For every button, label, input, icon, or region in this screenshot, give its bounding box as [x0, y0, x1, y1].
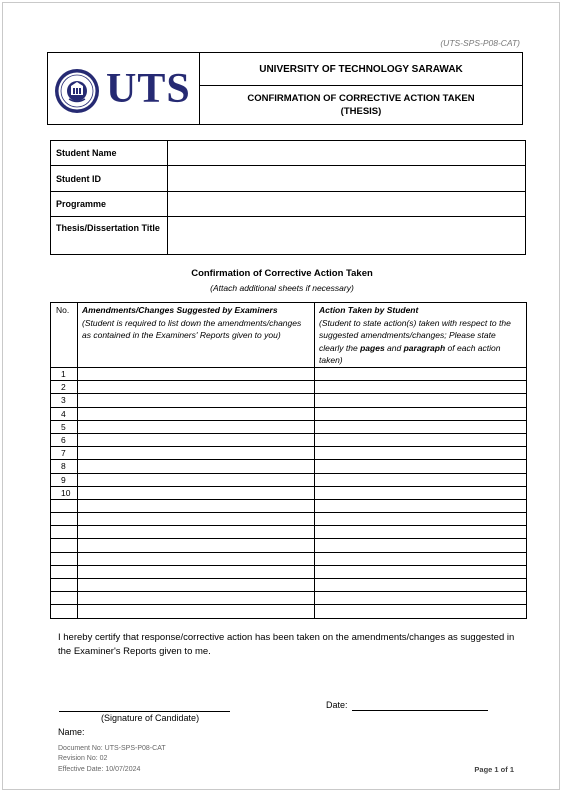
action-cell[interactable] [315, 539, 527, 552]
signature-label: (Signature of Candidate) [101, 713, 200, 723]
student-name-row [51, 141, 526, 166]
certification-statement: I hereby certify that response/corrective action has been taken on the amendments/changes as suggested in the Examiner's Reports given to me. [58, 632, 515, 657]
date-line[interactable] [352, 710, 488, 711]
table-row [51, 420, 527, 433]
programme-label: Programme [51, 192, 168, 217]
page-number: Page 1 of 1 [474, 765, 514, 774]
action-cell[interactable] [315, 473, 527, 486]
student-id-label: Student ID [51, 166, 168, 192]
action-cell[interactable] [315, 526, 527, 539]
row-number [51, 513, 78, 526]
table-row [51, 592, 527, 605]
amendment-cell[interactable] [78, 526, 315, 539]
programme-row [51, 192, 526, 217]
logo-cell [48, 53, 200, 124]
table-row [51, 526, 527, 539]
row-number [51, 592, 78, 605]
amendment-cell[interactable] [78, 473, 315, 486]
table-row [51, 381, 527, 394]
form-title-line-2: (THESIS) [340, 106, 382, 117]
action-cell[interactable] [315, 394, 527, 407]
table-row [51, 460, 527, 473]
action-note-part-3: of each action taken) [319, 342, 501, 365]
table-row [51, 447, 527, 460]
form-header [47, 52, 523, 125]
document-reference: (UTS-SPS-P08-CAT) [440, 38, 520, 48]
action-cell[interactable] [315, 460, 527, 473]
action-note-paragraph: paragraph [403, 342, 446, 353]
action-note-part-1: (Student to state action(s) taken with respect to the suggested amendments/changes; Please state clearly the [319, 317, 511, 353]
section-title: Confirmation of Corrective Action Taken [191, 268, 373, 279]
amendment-cell[interactable] [78, 381, 315, 394]
action-title: Action Taken by Student [319, 305, 419, 315]
university-seal-icon [54, 68, 100, 114]
table-header-row [51, 303, 527, 368]
col-amendments-header [78, 303, 315, 368]
row-number: 7 [51, 447, 78, 460]
action-cell[interactable] [315, 447, 527, 460]
action-note-part-2: and [384, 342, 404, 353]
row-number: 3 [51, 394, 78, 407]
row-number: 2 [51, 381, 78, 394]
thesis-title-field[interactable] [168, 217, 526, 255]
action-cell[interactable] [315, 552, 527, 565]
row-number: 10 [51, 486, 78, 499]
signature-line[interactable] [59, 711, 230, 712]
row-number: 4 [51, 407, 78, 420]
form-title [200, 86, 522, 124]
action-cell[interactable] [315, 579, 527, 592]
row-number [51, 565, 78, 578]
table-row [51, 433, 527, 446]
amendment-cell[interactable] [78, 552, 315, 565]
amendment-cell[interactable] [78, 565, 315, 578]
amendment-cell[interactable] [78, 513, 315, 526]
table-row [51, 605, 527, 618]
row-number [51, 499, 78, 512]
amendment-cell[interactable] [78, 420, 315, 433]
amendment-cell[interactable] [78, 486, 315, 499]
action-note-pages: pages [360, 342, 385, 353]
action-cell[interactable] [315, 499, 527, 512]
amendments-title: Amendments/Changes Suggested by Examiners [82, 305, 278, 315]
table-row [51, 486, 527, 499]
table-row [51, 368, 527, 381]
action-cell[interactable] [315, 433, 527, 446]
amendment-cell[interactable] [78, 592, 315, 605]
table-body [51, 368, 527, 619]
row-number: 8 [51, 460, 78, 473]
name-label: Name: [58, 727, 85, 737]
col-action-header [315, 303, 527, 368]
footer-effective-date: Effective Date: 10/07/2024 [58, 766, 141, 773]
amendment-cell[interactable] [78, 394, 315, 407]
amendment-cell[interactable] [78, 499, 315, 512]
row-number: 6 [51, 433, 78, 446]
thesis-title-row [51, 217, 526, 255]
action-cell[interactable] [315, 381, 527, 394]
row-number: 1 [51, 368, 78, 381]
corrective-action-table [50, 302, 527, 619]
university-name: UNIVERSITY OF TECHNOLOGY SARAWAK [200, 53, 522, 86]
table-row [51, 552, 527, 565]
student-info-table [50, 140, 526, 255]
table-row [51, 473, 527, 486]
date-label: Date: [326, 700, 348, 710]
row-number [51, 579, 78, 592]
amendment-cell[interactable] [78, 460, 315, 473]
amendment-cell[interactable] [78, 433, 315, 446]
footer-revision: Revision No: 02 [58, 755, 108, 762]
row-number [51, 526, 78, 539]
footer-doc-no: Document No: UTS-SPS-P08-CAT [58, 745, 166, 752]
table-row [51, 394, 527, 407]
action-note [319, 317, 522, 367]
amendment-cell[interactable] [78, 447, 315, 460]
action-cell[interactable] [315, 407, 527, 420]
uts-logo-text: UTS [106, 66, 191, 112]
row-number [51, 539, 78, 552]
thesis-title-label: Thesis/Dissertation Title [51, 217, 168, 255]
row-number [51, 605, 78, 618]
student-name-label: Student Name [51, 141, 168, 166]
col-no-header: No. [51, 303, 78, 368]
table-row [51, 579, 527, 592]
student-name-field[interactable] [168, 141, 526, 166]
row-number: 5 [51, 420, 78, 433]
amendment-cell[interactable] [78, 539, 315, 552]
action-cell[interactable] [315, 592, 527, 605]
amendment-cell[interactable] [78, 579, 315, 592]
programme-field[interactable] [168, 192, 526, 217]
amendment-cell[interactable] [78, 368, 315, 381]
student-id-row [51, 166, 526, 192]
row-number: 9 [51, 473, 78, 486]
amendments-note: (Student is required to list down the amendments/changes as contained in the Examiners' Reports given to you) [82, 317, 302, 340]
table-row [51, 499, 527, 512]
form-title-line-1: CONFIRMATION OF CORRECTIVE ACTION TAKEN [247, 93, 475, 104]
amendment-cell[interactable] [78, 407, 315, 420]
table-row [51, 407, 527, 420]
action-cell[interactable] [315, 565, 527, 578]
action-cell[interactable] [315, 368, 527, 381]
table-row [51, 565, 527, 578]
action-cell[interactable] [315, 605, 527, 618]
amendment-cell[interactable] [78, 605, 315, 618]
student-id-field[interactable] [168, 166, 526, 192]
row-number [51, 552, 78, 565]
table-row [51, 539, 527, 552]
table-row [51, 513, 527, 526]
section-subtitle: (Attach additional sheets if necessary) [210, 283, 354, 293]
action-cell[interactable] [315, 513, 527, 526]
action-cell[interactable] [315, 486, 527, 499]
action-cell[interactable] [315, 420, 527, 433]
